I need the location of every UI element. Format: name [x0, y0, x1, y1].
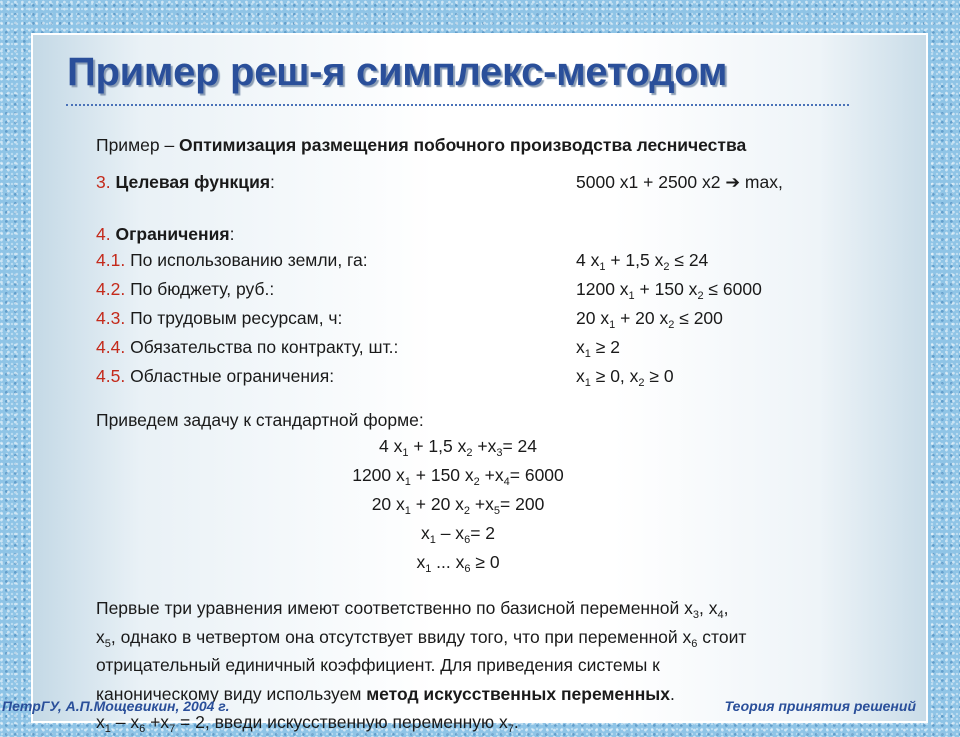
- intro-prefix: Пример –: [96, 135, 180, 155]
- artificial-variables-method: метод искусственных переменных: [366, 683, 670, 704]
- constraints-title: Ограничения: [115, 224, 230, 244]
- objective-number: 3.: [96, 172, 111, 192]
- standard-form-equation: 4 $x_1 + 1,5$ $x_2 +x_3= 24$: [378, 436, 538, 459]
- paragraph-line: каноническому виду используем метод искусственных переменных.: [96, 683, 675, 704]
- objective-label: [96, 172, 275, 192]
- objective-formula: [576, 172, 783, 192]
- paragraph-line: Первые три уравнения имеют соответственно по базисной переменной $x_3$, $x_4$,: [96, 598, 729, 621]
- constraint-number: 4.5.: [96, 366, 126, 386]
- paragraph-line: $x_1 - x_6 +x_7 = 2$, введи искусственную переменную $x_7$.: [96, 712, 519, 735]
- intro-topic: Оптимизация размещения побочного производства лесничества: [179, 135, 747, 155]
- constraint-label: По использованию земли, га:: [130, 250, 368, 270]
- standard-form-equation: 1200 $x_1 + 150$ $x_2 +x_4= 6000$: [352, 465, 564, 488]
- constraint-formula: $x_1 \ge 2$: [576, 337, 620, 360]
- constraint-number: 4.4.: [96, 337, 126, 357]
- explanation-paragraph: [96, 594, 896, 737]
- paragraph-line: $x_5$, однако в четвертом она отсутствует ввиду того, что при переменной $x_6$ стоит: [96, 626, 747, 650]
- constraints-colon: :: [229, 224, 235, 244]
- constraint-row-label: [96, 337, 398, 357]
- constraint-row-label: [96, 308, 342, 328]
- objective-title: Целевая функция: [115, 172, 271, 192]
- constraint-label: По бюджету, руб.:: [130, 279, 275, 299]
- standard-form-equation: $x_1$ ... $x_6 \ge 0$: [416, 552, 500, 575]
- constraint-formula: 4 $x_1 + 1,5$ $x_2 \le 24$: [576, 250, 709, 273]
- constraint-row-label: [96, 366, 334, 386]
- constraint-label: Обязательства по контракту, шт.:: [130, 337, 399, 357]
- paragraph-line: отрицательный единичный коэффициент. Для приведения системы к: [96, 655, 660, 675]
- constraints-header: [96, 224, 234, 244]
- slide-title: Пример реш-я симплекс-методом: [67, 50, 728, 94]
- footer-course: Теория принятия решений: [724, 698, 916, 714]
- constraint-formula: $x_1 \ge 0$, $x_2 \ge 0$: [576, 366, 674, 389]
- objective-colon: :: [270, 172, 275, 192]
- constraint-formula: 1200 $x_1 + 150$ $x_2 \le 6000$: [576, 279, 762, 302]
- constraints-number: 4.: [96, 224, 111, 244]
- constraint-number: 4.3.: [96, 308, 126, 328]
- objective-goal: max,: [744, 172, 783, 192]
- objective-expression: 5000 x1 + 2500 x2: [576, 172, 721, 192]
- constraint-row-label: [96, 250, 368, 270]
- standard-form-equation: 20 $x_1 + 20$ $x_2 +x_5= 200$: [371, 494, 545, 517]
- constraint-label: По трудовым ресурсам, ч:: [130, 308, 343, 328]
- intro-line: [96, 135, 746, 155]
- constraint-number: 4.2.: [96, 279, 126, 299]
- standard-form-equation: $x_1 - x_6= 2$: [420, 523, 496, 546]
- constraint-row-label: [96, 279, 274, 299]
- constraint-number: 4.1.: [96, 250, 126, 270]
- constraint-label: Областные ограничения:: [130, 366, 335, 386]
- footer-author: ПетрГУ, А.П.Мощевикин, 2004 г.: [2, 698, 230, 714]
- standard-form-intro: Приведем задачу к стандартной форме:: [96, 410, 424, 430]
- constraint-formula: 20 $x_1 + 20$ $x_2 \le 200$: [576, 308, 723, 331]
- title-underline: [66, 104, 849, 106]
- arrow-right-icon: ➔: [725, 172, 741, 192]
